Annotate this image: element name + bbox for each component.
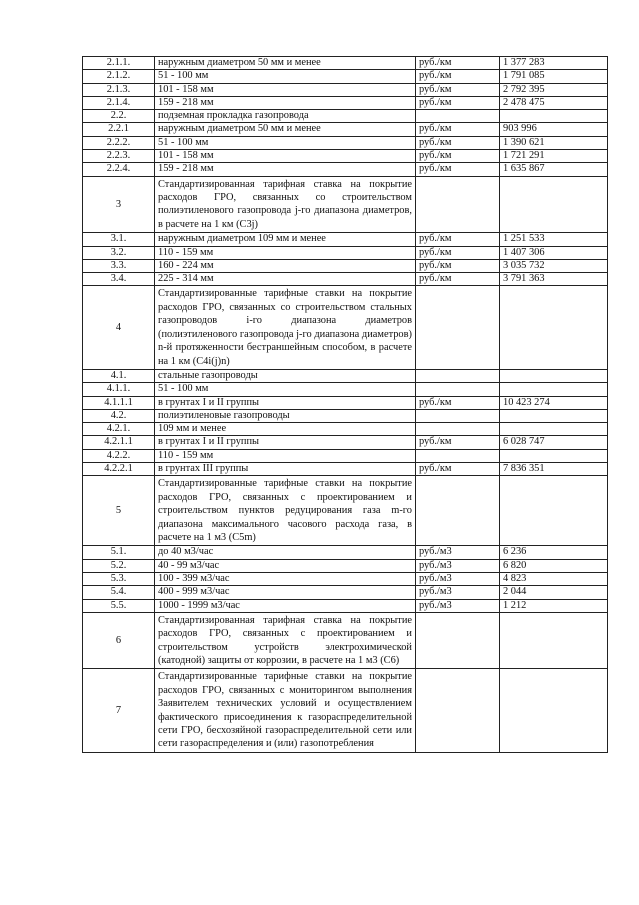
row-description: 400 - 999 м3/час	[155, 586, 416, 599]
row-number: 2.1.2.	[83, 70, 155, 83]
table-row	[83, 96, 608, 109]
table-row	[83, 369, 608, 382]
row-value: 6 236	[500, 546, 608, 559]
row-description: до 40 м3/час	[155, 546, 416, 559]
row-value: 903 996	[500, 123, 608, 136]
row-unit	[416, 369, 500, 382]
table-row	[83, 586, 608, 599]
table-row	[83, 572, 608, 585]
row-number: 4.2.2.	[83, 449, 155, 462]
row-description: 109 мм и менее	[155, 423, 416, 436]
table-row	[83, 110, 608, 123]
table-row	[83, 70, 608, 83]
row-unit: руб./м3	[416, 559, 500, 572]
table-row	[83, 176, 608, 233]
row-description: 1000 - 1999 м3/час	[155, 599, 416, 612]
table-row	[83, 599, 608, 612]
table-row	[83, 286, 608, 369]
row-number: 4.1.	[83, 369, 155, 382]
row-value	[500, 110, 608, 123]
row-number: 4.2.1.	[83, 423, 155, 436]
row-value: 1 377 283	[500, 57, 608, 70]
row-description: Стандартизированные тарифные ставки на покрытие расходов ГРО, связанных с проектированием и строительством пунктов редуцирования газа m-го диапазона максимального часового расхода газа, в расчете на 1 м3 (C5m)	[155, 476, 416, 546]
table-row	[83, 436, 608, 449]
row-value: 1 390 621	[500, 136, 608, 149]
row-value: 4 823	[500, 572, 608, 585]
row-value: 1 791 085	[500, 70, 608, 83]
row-unit: руб./м3	[416, 572, 500, 585]
table-row	[83, 273, 608, 286]
row-unit: руб./км	[416, 246, 500, 259]
row-value: 1 212	[500, 599, 608, 612]
row-value	[500, 286, 608, 369]
row-description: 159 - 218 мм	[155, 96, 416, 109]
row-description: в грунтах I и II группы	[155, 396, 416, 409]
row-unit: руб./км	[416, 136, 500, 149]
table-row	[83, 83, 608, 96]
row-description: 160 - 224 мм	[155, 259, 416, 272]
row-unit: руб./км	[416, 83, 500, 96]
row-number: 2.1.1.	[83, 57, 155, 70]
row-description: наружным диаметром 50 мм и менее	[155, 57, 416, 70]
row-value	[500, 476, 608, 546]
row-description: 225 - 314 мм	[155, 273, 416, 286]
row-description: 110 - 159 мм	[155, 246, 416, 259]
row-value: 7 836 351	[500, 463, 608, 476]
row-unit: руб./м3	[416, 546, 500, 559]
table-row	[83, 259, 608, 272]
row-unit: руб./км	[416, 150, 500, 163]
row-number: 4.1.1.	[83, 383, 155, 396]
table-row	[83, 136, 608, 149]
row-unit	[416, 669, 500, 752]
row-value	[500, 423, 608, 436]
row-description: Стандартизированная тарифная ставка на покрытие расходов ГРО, связанных с проектированием и строительством устройств электрохимической (катодной) защиты от коррозии, в расчете на 1 м3 (C6)	[155, 612, 416, 669]
row-description: в грунтах I и II группы	[155, 436, 416, 449]
row-value: 1 721 291	[500, 150, 608, 163]
row-description: в грунтах III группы	[155, 463, 416, 476]
row-description: Стандартизированные тарифные ставки на покрытие расходов ГРО, связанных со строительством стальных газопроводов i-го диапазона диаметров (полиэтиленового газопровода j-го диапазона диаметров) n-й протяженности бестраншейным способом, в расчете на 1 км (C4i(j)n)	[155, 286, 416, 369]
row-number: 5.4.	[83, 586, 155, 599]
row-value: 6 028 747	[500, 436, 608, 449]
row-number: 5.5.	[83, 599, 155, 612]
row-unit: руб./м3	[416, 586, 500, 599]
table-row	[83, 409, 608, 422]
row-unit	[416, 612, 500, 669]
row-number: 2.2.	[83, 110, 155, 123]
table-row	[83, 669, 608, 752]
row-value	[500, 176, 608, 233]
row-value: 3 035 732	[500, 259, 608, 272]
table-row	[83, 163, 608, 176]
row-description: 110 - 159 мм	[155, 449, 416, 462]
row-unit: руб./км	[416, 163, 500, 176]
row-number: 4.1.1.1	[83, 396, 155, 409]
tariff-table-body	[83, 57, 608, 753]
row-value	[500, 612, 608, 669]
row-unit: руб./км	[416, 463, 500, 476]
row-number: 6	[83, 612, 155, 669]
row-number: 5.3.	[83, 572, 155, 585]
row-value	[500, 369, 608, 382]
row-number: 2.2.1	[83, 123, 155, 136]
row-number: 5	[83, 476, 155, 546]
row-description: Стандартизированные тарифные ставки на покрытие расходов ГРО, связанных с мониторингом выполнения Заявителем технических условий и осуществлением фактического присоединения к газораспределительной сети ГРО, бесхозяйной газораспределительной сети или сети газораспределения и (или) газопотребления	[155, 669, 416, 752]
row-unit	[416, 110, 500, 123]
row-description: Стандартизированная тарифная ставка на покрытие расходов ГРО, связанных со строительством полиэтиленового газопровода j-го диапазона диаметров, в расчете на 1 км (C3j)	[155, 176, 416, 233]
row-description: 51 - 100 мм	[155, 70, 416, 83]
row-unit	[416, 423, 500, 436]
row-description: 51 - 100 мм	[155, 136, 416, 149]
row-unit: руб./км	[416, 57, 500, 70]
row-number: 2.2.2.	[83, 136, 155, 149]
row-unit: руб./км	[416, 123, 500, 136]
row-number: 3	[83, 176, 155, 233]
row-number: 7	[83, 669, 155, 752]
row-description: 159 - 218 мм	[155, 163, 416, 176]
row-unit: руб./км	[416, 96, 500, 109]
row-unit	[416, 449, 500, 462]
row-unit: руб./км	[416, 70, 500, 83]
tariff-table	[82, 56, 608, 753]
row-number: 4.2.2.1	[83, 463, 155, 476]
table-row	[83, 123, 608, 136]
row-description: 101 - 158 мм	[155, 83, 416, 96]
row-value	[500, 669, 608, 752]
row-number: 3.1.	[83, 233, 155, 246]
row-unit: руб./км	[416, 396, 500, 409]
row-unit: руб./км	[416, 436, 500, 449]
row-value: 2 792 395	[500, 83, 608, 96]
row-value	[500, 383, 608, 396]
row-description: наружным диаметром 109 мм и менее	[155, 233, 416, 246]
table-row	[83, 559, 608, 572]
row-number: 3.4.	[83, 273, 155, 286]
table-row	[83, 423, 608, 436]
row-unit	[416, 286, 500, 369]
row-description: 40 - 99 м3/час	[155, 559, 416, 572]
row-value: 3 791 363	[500, 273, 608, 286]
row-description: стальные газопроводы	[155, 369, 416, 382]
row-value: 2 478 475	[500, 96, 608, 109]
row-value: 2 044	[500, 586, 608, 599]
row-description: полиэтиленовые газопроводы	[155, 409, 416, 422]
row-number: 5.1.	[83, 546, 155, 559]
row-unit: руб./км	[416, 273, 500, 286]
row-number: 2.1.3.	[83, 83, 155, 96]
table-row	[83, 449, 608, 462]
row-value: 10 423 274	[500, 396, 608, 409]
row-unit	[416, 409, 500, 422]
row-number: 2.2.4.	[83, 163, 155, 176]
table-row	[83, 246, 608, 259]
row-unit: руб./м3	[416, 599, 500, 612]
row-description: 100 - 399 м3/час	[155, 572, 416, 585]
row-value	[500, 409, 608, 422]
row-unit: руб./км	[416, 259, 500, 272]
row-unit	[416, 176, 500, 233]
row-number: 2.2.3.	[83, 150, 155, 163]
row-description: подземная прокладка газопровода	[155, 110, 416, 123]
row-value: 6 820	[500, 559, 608, 572]
table-row	[83, 150, 608, 163]
row-description: 51 - 100 мм	[155, 383, 416, 396]
row-number: 4.2.1.1	[83, 436, 155, 449]
row-value: 1 407 306	[500, 246, 608, 259]
table-row	[83, 383, 608, 396]
row-unit	[416, 383, 500, 396]
row-description: наружным диаметром 50 мм и менее	[155, 123, 416, 136]
table-row	[83, 463, 608, 476]
row-number: 3.3.	[83, 259, 155, 272]
row-value: 1 635 867	[500, 163, 608, 176]
row-number: 5.2.	[83, 559, 155, 572]
row-value: 1 251 533	[500, 233, 608, 246]
table-row	[83, 396, 608, 409]
row-number: 4.2.	[83, 409, 155, 422]
row-number: 4	[83, 286, 155, 369]
row-value	[500, 449, 608, 462]
row-description: 101 - 158 мм	[155, 150, 416, 163]
table-row	[83, 233, 608, 246]
row-unit	[416, 476, 500, 546]
table-row	[83, 546, 608, 559]
row-unit: руб./км	[416, 233, 500, 246]
table-row	[83, 612, 608, 669]
row-number: 2.1.4.	[83, 96, 155, 109]
row-number: 3.2.	[83, 246, 155, 259]
table-row	[83, 476, 608, 546]
table-row	[83, 57, 608, 70]
